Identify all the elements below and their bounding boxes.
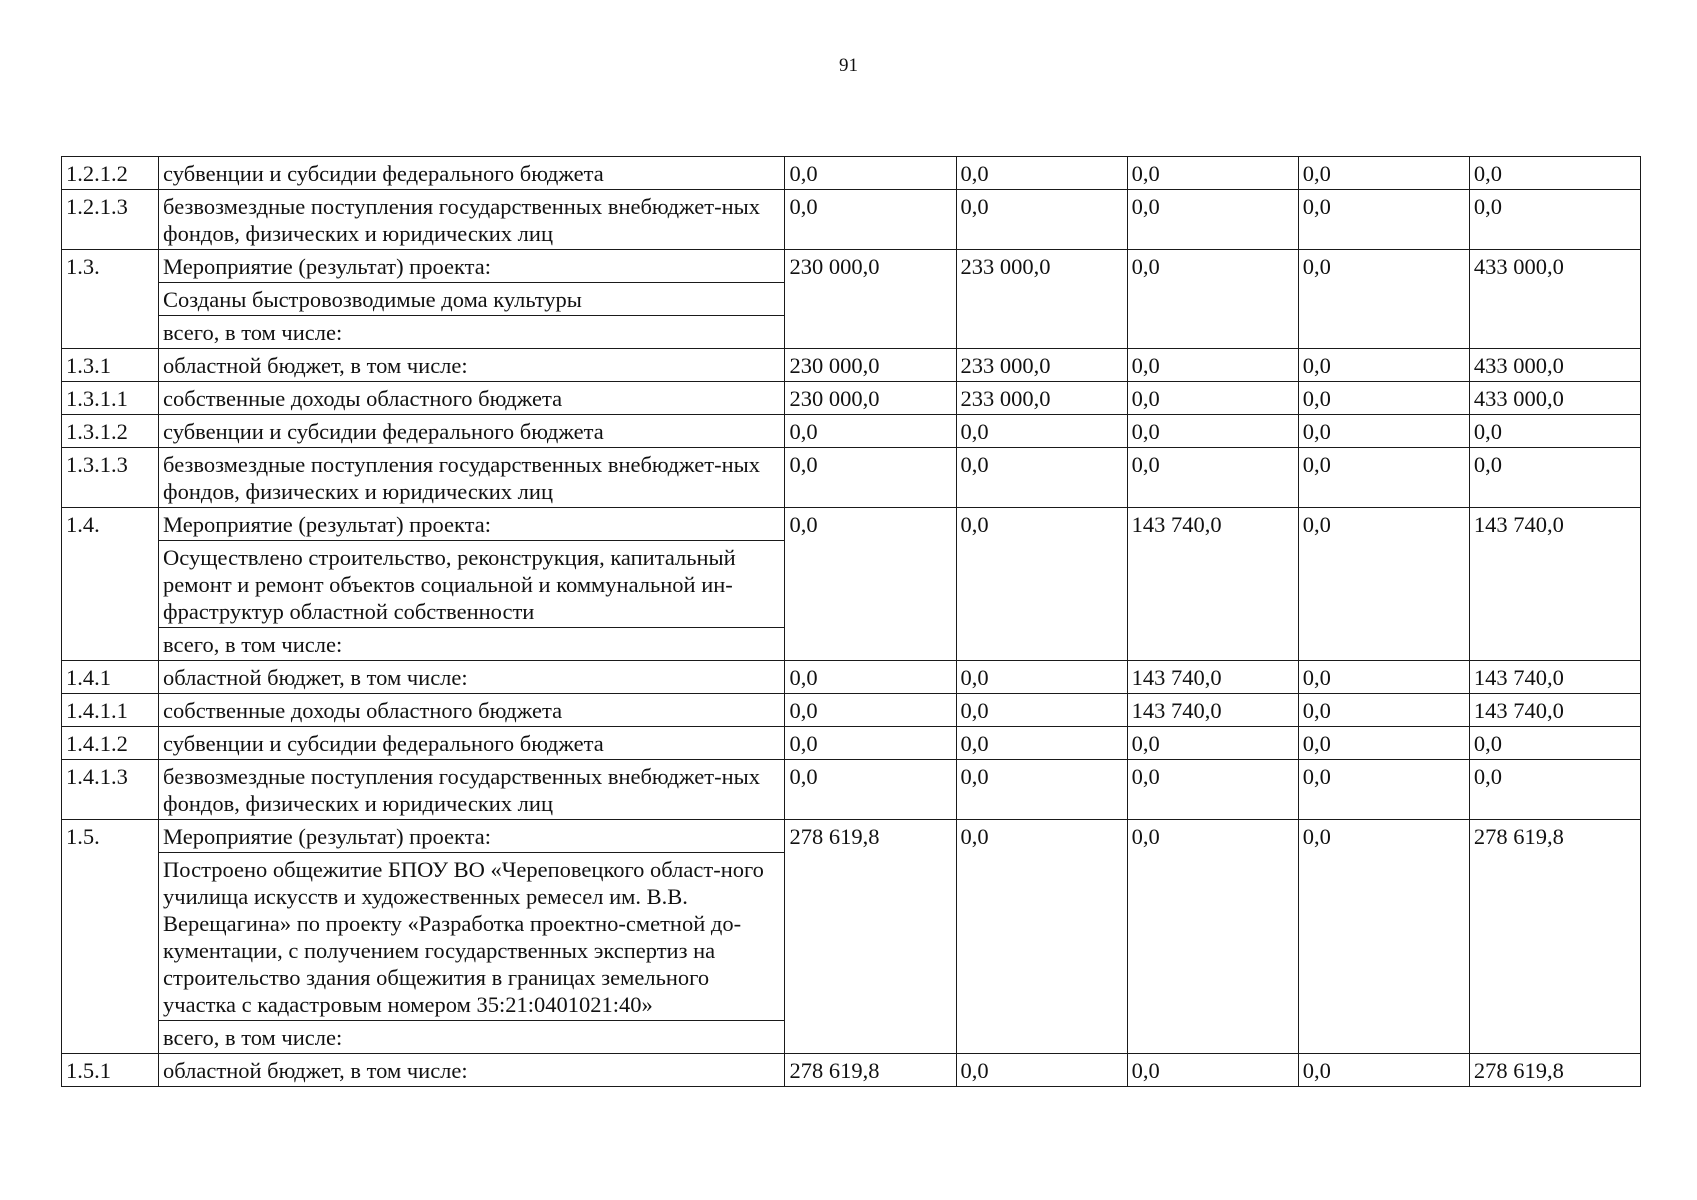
- row-description-cell: безвозмездные поступления государственных внебюджет-ных фондов, физических и юридических лиц: [159, 760, 785, 820]
- value-cell: 143 740,0: [1469, 508, 1640, 661]
- value-cell: 0,0: [785, 694, 956, 727]
- value-cell: 0,0: [1469, 190, 1640, 250]
- value-cell: 0,0: [1298, 349, 1469, 382]
- value-cell: 0,0: [1127, 382, 1298, 415]
- value-cell: 0,0: [785, 508, 956, 661]
- row-description-cell: [159, 508, 785, 661]
- table-row: [62, 508, 1641, 661]
- value-cell: 0,0: [956, 157, 1127, 190]
- value-cell: 0,0: [1298, 508, 1469, 661]
- table-row: [62, 820, 1641, 1054]
- row-code-cell: 1.4.1: [62, 661, 159, 694]
- value-cell: 278 619,8: [785, 820, 956, 1054]
- value-cell: 0,0: [1298, 820, 1469, 1054]
- table-row: [62, 157, 1641, 190]
- page-number: 91: [839, 55, 858, 76]
- table-row: [62, 448, 1641, 508]
- table-row: [62, 250, 1641, 349]
- value-cell: 230 000,0: [785, 349, 956, 382]
- value-cell: 0,0: [785, 190, 956, 250]
- value-cell: 433 000,0: [1469, 382, 1640, 415]
- value-cell: 233 000,0: [956, 382, 1127, 415]
- description-line: Мероприятие (результат) проекта:: [159, 508, 784, 541]
- row-description-cell: [159, 820, 785, 1054]
- row-code-cell: 1.3.: [62, 250, 159, 349]
- value-cell: 143 740,0: [1127, 694, 1298, 727]
- row-code-cell: 1.3.1.1: [62, 382, 159, 415]
- value-cell: 0,0: [785, 448, 956, 508]
- value-cell: 278 619,8: [1469, 1054, 1640, 1087]
- value-cell: 0,0: [785, 727, 956, 760]
- row-description-cell: субвенции и субсидии федерального бюджета: [159, 415, 785, 448]
- value-cell: 0,0: [956, 415, 1127, 448]
- value-cell: 0,0: [1298, 694, 1469, 727]
- value-cell: 278 619,8: [785, 1054, 956, 1087]
- value-cell: 143 740,0: [1127, 508, 1298, 661]
- value-cell: 0,0: [1127, 250, 1298, 349]
- table-row: [62, 349, 1641, 382]
- value-cell: 0,0: [956, 727, 1127, 760]
- value-cell: 0,0: [1469, 157, 1640, 190]
- row-code-cell: 1.3.1.3: [62, 448, 159, 508]
- value-cell: 0,0: [1298, 760, 1469, 820]
- description-line: всего, в том числе:: [163, 1025, 343, 1050]
- table-row: [62, 694, 1641, 727]
- value-cell: 0,0: [1127, 448, 1298, 508]
- value-cell: 0,0: [785, 415, 956, 448]
- row-code-cell: 1.3.1.2: [62, 415, 159, 448]
- budget-table: [61, 156, 1641, 1087]
- row-description-cell: субвенции и субсидии федерального бюджета: [159, 727, 785, 760]
- value-cell: 0,0: [956, 1054, 1127, 1087]
- value-cell: 233 000,0: [956, 250, 1127, 349]
- table-row: [62, 415, 1641, 448]
- row-code-cell: 1.3.1: [62, 349, 159, 382]
- row-description-cell: собственные доходы областного бюджета: [159, 382, 785, 415]
- table-row: [62, 190, 1641, 250]
- value-cell: 143 740,0: [1469, 694, 1640, 727]
- row-description-cell: областной бюджет, в том числе:: [159, 1054, 785, 1087]
- value-cell: 0,0: [1127, 415, 1298, 448]
- value-cell: 0,0: [1298, 190, 1469, 250]
- value-cell: 0,0: [1127, 820, 1298, 1054]
- row-code-cell: 1.2.1.3: [62, 190, 159, 250]
- description-line: Построено общежитие БПОУ ВО «Череповецкого област-ного училища искусств и художественных ремесел им. В.В. Верещагина» по проекту «Разработка проектно-сметной до-кументации, с получением государственных экспертиз на строительство здания общежития в границах земельного участка с кадастровым номером 35:21:0401021:40»: [159, 853, 784, 1021]
- row-description-cell: собственные доходы областного бюджета: [159, 694, 785, 727]
- value-cell: 0,0: [1469, 415, 1640, 448]
- value-cell: 0,0: [1298, 1054, 1469, 1087]
- row-code-cell: 1.5.: [62, 820, 159, 1054]
- row-description-cell: субвенции и субсидии федерального бюджета: [159, 157, 785, 190]
- description-line: Мероприятие (результат) проекта:: [159, 250, 784, 283]
- row-code-cell: 1.5.1: [62, 1054, 159, 1087]
- table-body: [62, 157, 1641, 1087]
- table-row: [62, 760, 1641, 820]
- value-cell: 143 740,0: [1469, 661, 1640, 694]
- value-cell: 278 619,8: [1469, 820, 1640, 1054]
- value-cell: 0,0: [1469, 760, 1640, 820]
- row-code-cell: 1.4.1.2: [62, 727, 159, 760]
- value-cell: 433 000,0: [1469, 250, 1640, 349]
- value-cell: 0,0: [785, 661, 956, 694]
- value-cell: 0,0: [1127, 1054, 1298, 1087]
- value-cell: 0,0: [1469, 727, 1640, 760]
- row-description-cell: безвозмездные поступления государственных внебюджет-ных фондов, физических и юридических лиц: [159, 448, 785, 508]
- value-cell: 0,0: [956, 760, 1127, 820]
- value-cell: 0,0: [1298, 382, 1469, 415]
- value-cell: 0,0: [1469, 448, 1640, 508]
- value-cell: 143 740,0: [1127, 661, 1298, 694]
- row-code-cell: 1.4.: [62, 508, 159, 661]
- value-cell: 0,0: [1298, 661, 1469, 694]
- value-cell: 0,0: [1127, 727, 1298, 760]
- description-line: Мероприятие (результат) проекта:: [159, 820, 784, 853]
- value-cell: 0,0: [956, 694, 1127, 727]
- value-cell: 0,0: [785, 760, 956, 820]
- row-description-cell: областной бюджет, в том числе:: [159, 661, 785, 694]
- value-cell: 0,0: [1298, 157, 1469, 190]
- description-line: всего, в том числе:: [163, 632, 343, 657]
- value-cell: 0,0: [956, 661, 1127, 694]
- table-row: [62, 382, 1641, 415]
- row-code-cell: 1.4.1.1: [62, 694, 159, 727]
- value-cell: 0,0: [956, 508, 1127, 661]
- row-code-cell: 1.4.1.3: [62, 760, 159, 820]
- row-code-cell: 1.2.1.2: [62, 157, 159, 190]
- value-cell: 0,0: [956, 190, 1127, 250]
- value-cell: 0,0: [1298, 250, 1469, 349]
- value-cell: 230 000,0: [785, 250, 956, 349]
- value-cell: 0,0: [785, 157, 956, 190]
- description-line: всего, в том числе:: [163, 320, 343, 345]
- value-cell: 0,0: [956, 820, 1127, 1054]
- value-cell: 0,0: [1127, 157, 1298, 190]
- table-row: [62, 661, 1641, 694]
- row-description-cell: [159, 250, 785, 349]
- value-cell: 0,0: [956, 448, 1127, 508]
- row-description-cell: безвозмездные поступления государственных внебюджет-ных фондов, физических и юридических лиц: [159, 190, 785, 250]
- description-line: Созданы быстровозводимые дома культуры: [159, 283, 784, 316]
- value-cell: 433 000,0: [1469, 349, 1640, 382]
- value-cell: 0,0: [1127, 760, 1298, 820]
- value-cell: 0,0: [1298, 415, 1469, 448]
- table-row: [62, 727, 1641, 760]
- value-cell: 233 000,0: [956, 349, 1127, 382]
- value-cell: 230 000,0: [785, 382, 956, 415]
- value-cell: 0,0: [1127, 349, 1298, 382]
- table-row: [62, 1054, 1641, 1087]
- value-cell: 0,0: [1298, 727, 1469, 760]
- value-cell: 0,0: [1127, 190, 1298, 250]
- value-cell: 0,0: [1298, 448, 1469, 508]
- description-line: Осуществлено строительство, реконструкция, капитальный ремонт и ремонт объектов социальной и коммунальной ин-фраструктур областной собственности: [159, 541, 784, 628]
- row-description-cell: областной бюджет, в том числе:: [159, 349, 785, 382]
